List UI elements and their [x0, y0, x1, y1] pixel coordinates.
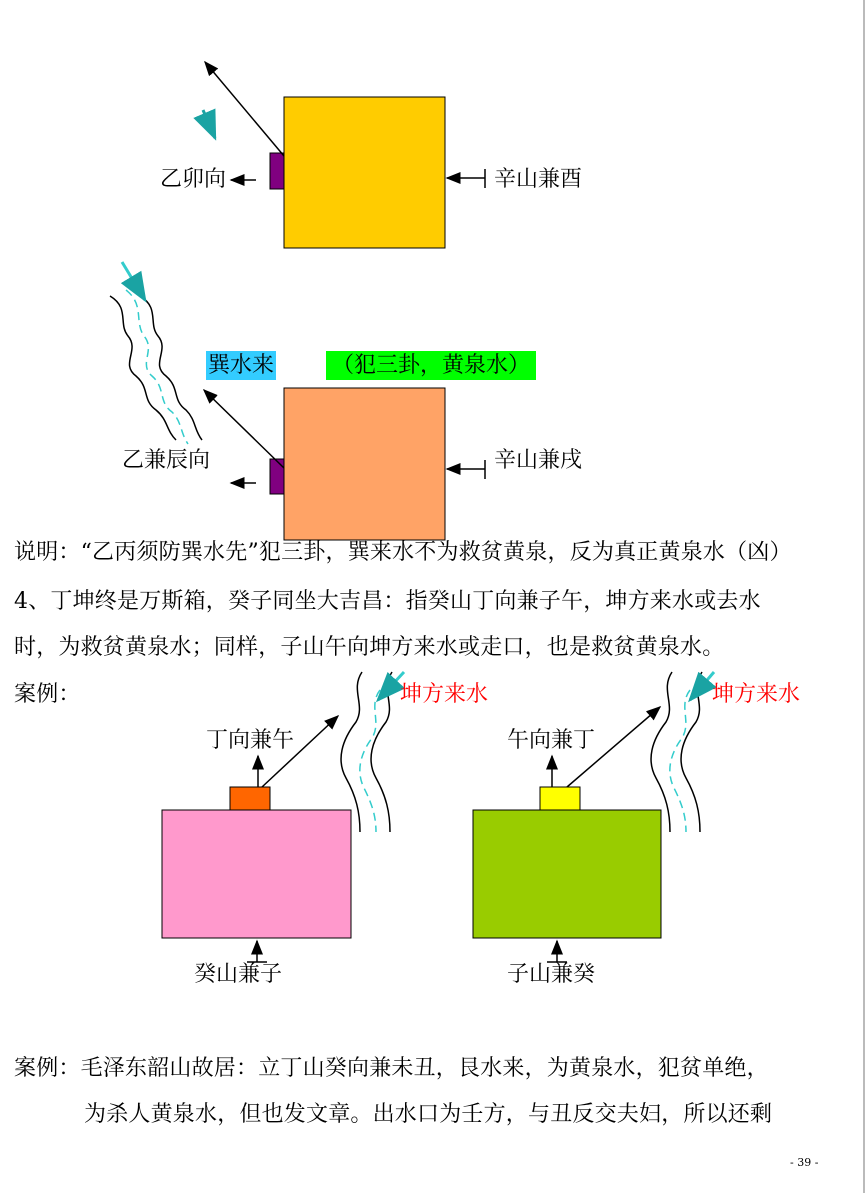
d1-right-label: 辛山兼酉	[494, 167, 583, 192]
text-line-2: 4、丁坤终是万斯箱，癸子同坐大吉昌：指癸山丁向兼子午，坤方来水或去水	[14, 589, 761, 614]
house-box	[284, 388, 445, 540]
diagonal-arrow	[205, 62, 284, 156]
river-line-left	[110, 296, 176, 440]
water-arrow	[122, 262, 145, 300]
d4-water-label: 坤方来水	[712, 682, 801, 707]
water-arrow	[203, 110, 215, 138]
diagram-4	[473, 672, 714, 962]
d2-right-label: 辛山兼戌	[494, 448, 583, 473]
door	[270, 459, 284, 494]
door	[230, 787, 270, 810]
river-line-right	[140, 296, 202, 440]
d4-bottom-label: 子山兼癸	[507, 962, 596, 987]
river-center	[360, 690, 380, 832]
d3-top-label: 丁向兼午	[206, 728, 295, 753]
d2-water-tag	[206, 355, 276, 377]
text-line-3: 时，为救贫黄泉水；同样，子山午向坤方来水或走口，也是救贫黄泉水。	[14, 635, 725, 660]
d3-bottom-label: 癸山兼子	[194, 962, 283, 987]
text-line-1: 说明：“乙丙须防巽水先”犯三卦，巽来水不为救贫黄泉，反为真正黄泉水（凶）	[14, 540, 792, 565]
river-line-left	[651, 672, 672, 832]
text-line-4: 案例：	[14, 682, 81, 707]
water-tag-text: 巽水来	[208, 353, 275, 378]
page-number: - 39 -	[790, 1156, 819, 1169]
house-box	[473, 810, 661, 938]
d2-note-tag	[326, 355, 536, 377]
house-box	[284, 97, 445, 248]
diagram-1	[203, 62, 485, 248]
d1-left-label: 乙卯向	[160, 167, 227, 192]
diagonal-arrow	[204, 390, 284, 468]
note-tag-text: （犯三卦，黄泉水）	[326, 351, 536, 380]
river-center	[670, 690, 690, 832]
text-line-6: 为杀人黄泉水，但也发文章。出水口为壬方，与丑反交夫妇，所以还剩	[84, 1102, 773, 1127]
house-box	[162, 810, 351, 938]
diagram-2	[110, 262, 485, 540]
text-line-5: 案例：毛泽东韶山故居：立丁山癸向兼未丑，艮水来，为黄泉水，犯贫单绝，	[14, 1056, 769, 1081]
river-line-left	[341, 672, 362, 832]
river-center	[126, 290, 188, 444]
diagram-3	[162, 672, 404, 962]
d4-top-label: 午向兼丁	[507, 728, 596, 753]
d3-water-label: 坤方来水	[400, 682, 489, 707]
d2-left-label: 乙兼辰向	[122, 448, 211, 473]
door	[540, 787, 580, 810]
door	[270, 153, 284, 189]
water-arrow	[690, 672, 714, 700]
